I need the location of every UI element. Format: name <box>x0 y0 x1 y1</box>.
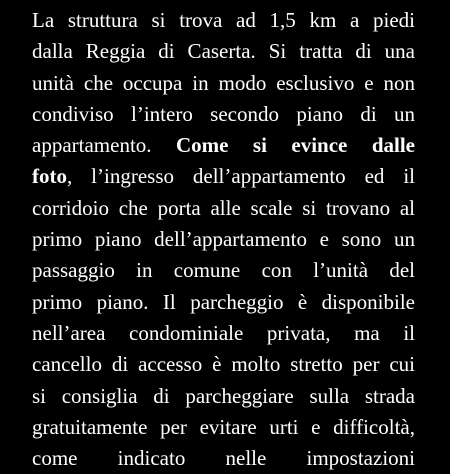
text-line: primo piano dell’appartamento e sono un <box>32 227 415 252</box>
text-span: appartamento. <box>32 133 176 158</box>
description-text <box>32 5 415 474</box>
text-line: passaggio in comune con l’unità del <box>32 258 415 283</box>
text-line: unità che occupa in modo esclusivo e non <box>32 70 415 95</box>
text-line: cancello di accesso è molto stretto per cui <box>32 352 415 377</box>
text-line: nell’area condominiale privata, ma il <box>32 320 415 345</box>
bold-text: Come si evince dalle <box>176 133 416 158</box>
bold-text: foto <box>32 164 67 189</box>
text-line <box>32 161 415 192</box>
text-span: , l’ingresso dell’appartamento ed il <box>67 164 415 189</box>
text-line: gratuitamente per evitare urti e difficoltà, <box>32 414 415 439</box>
text-line: condiviso l’intero secondo piano di un <box>32 101 415 126</box>
text-line: dalla Reggia di Caserta. Si tratta di una <box>32 39 415 64</box>
text-line: come indicato nelle impostazioni <box>32 446 415 471</box>
text-line: La struttura si trova ad 1,5 km a piedi <box>32 8 415 32</box>
text-line: primo piano. Il parcheggio è disponibile <box>32 289 415 314</box>
text-line: corridoio che porta alle scale si trovano al <box>32 195 415 220</box>
text-line <box>32 130 415 161</box>
text-line: si consiglia di parcheggiare sulla strada <box>32 383 415 408</box>
